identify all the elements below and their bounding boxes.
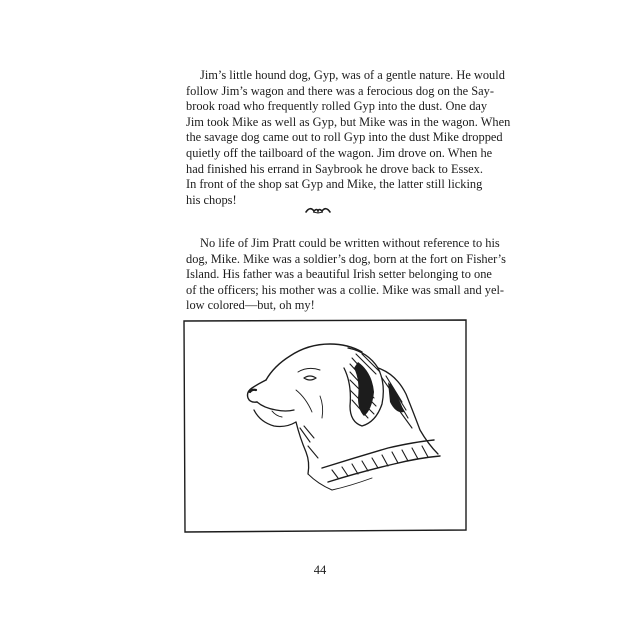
bird-flourish-icon: [304, 205, 332, 215]
dog-head-sketch-icon: [182, 318, 468, 534]
illustration-frame: [184, 320, 466, 532]
text-line: dog, Mike. Mike was a soldier’s dog, born at the fort on Fisher’s: [186, 251, 506, 266]
text-line: quietly off the tailboard of the wagon. Jim drove on. When he: [186, 145, 493, 160]
text-line: the savage dog came out to roll Gyp into the dust Mike dropped: [186, 130, 503, 145]
text-line: No life of Jim Pratt could be written without reference to his: [200, 236, 500, 250]
text-line: Island. His father was a beautiful Irish setter belonging to one: [186, 267, 492, 282]
paragraph-gyp-story: [186, 68, 511, 208]
text-line: Jim took Mike as well as Gyp, but Mike was in the wagon. When: [186, 114, 511, 129]
text-line: Jim’s little hound dog, Gyp, was of a gentle nature. He would: [200, 68, 505, 82]
text-line: follow Jim’s wagon and there was a ferocious dog on the Say-: [186, 83, 494, 98]
text-line: brook road who frequently rolled Gyp into the dust. One day: [186, 99, 488, 114]
text-line: of the officers; his mother was a collie. Mike was small and yel-: [186, 282, 505, 297]
paragraph-mike-intro: [186, 236, 506, 314]
text-line: his chops!: [186, 192, 237, 207]
page-number: 44: [313, 563, 327, 577]
text-line: had finished his errand in Saybrook he drove back to Essex.: [186, 161, 483, 176]
text-line: low colored—but, oh my!: [186, 298, 315, 313]
text-line: In front of the shop sat Gyp and Mike, the latter still licking: [186, 177, 483, 192]
